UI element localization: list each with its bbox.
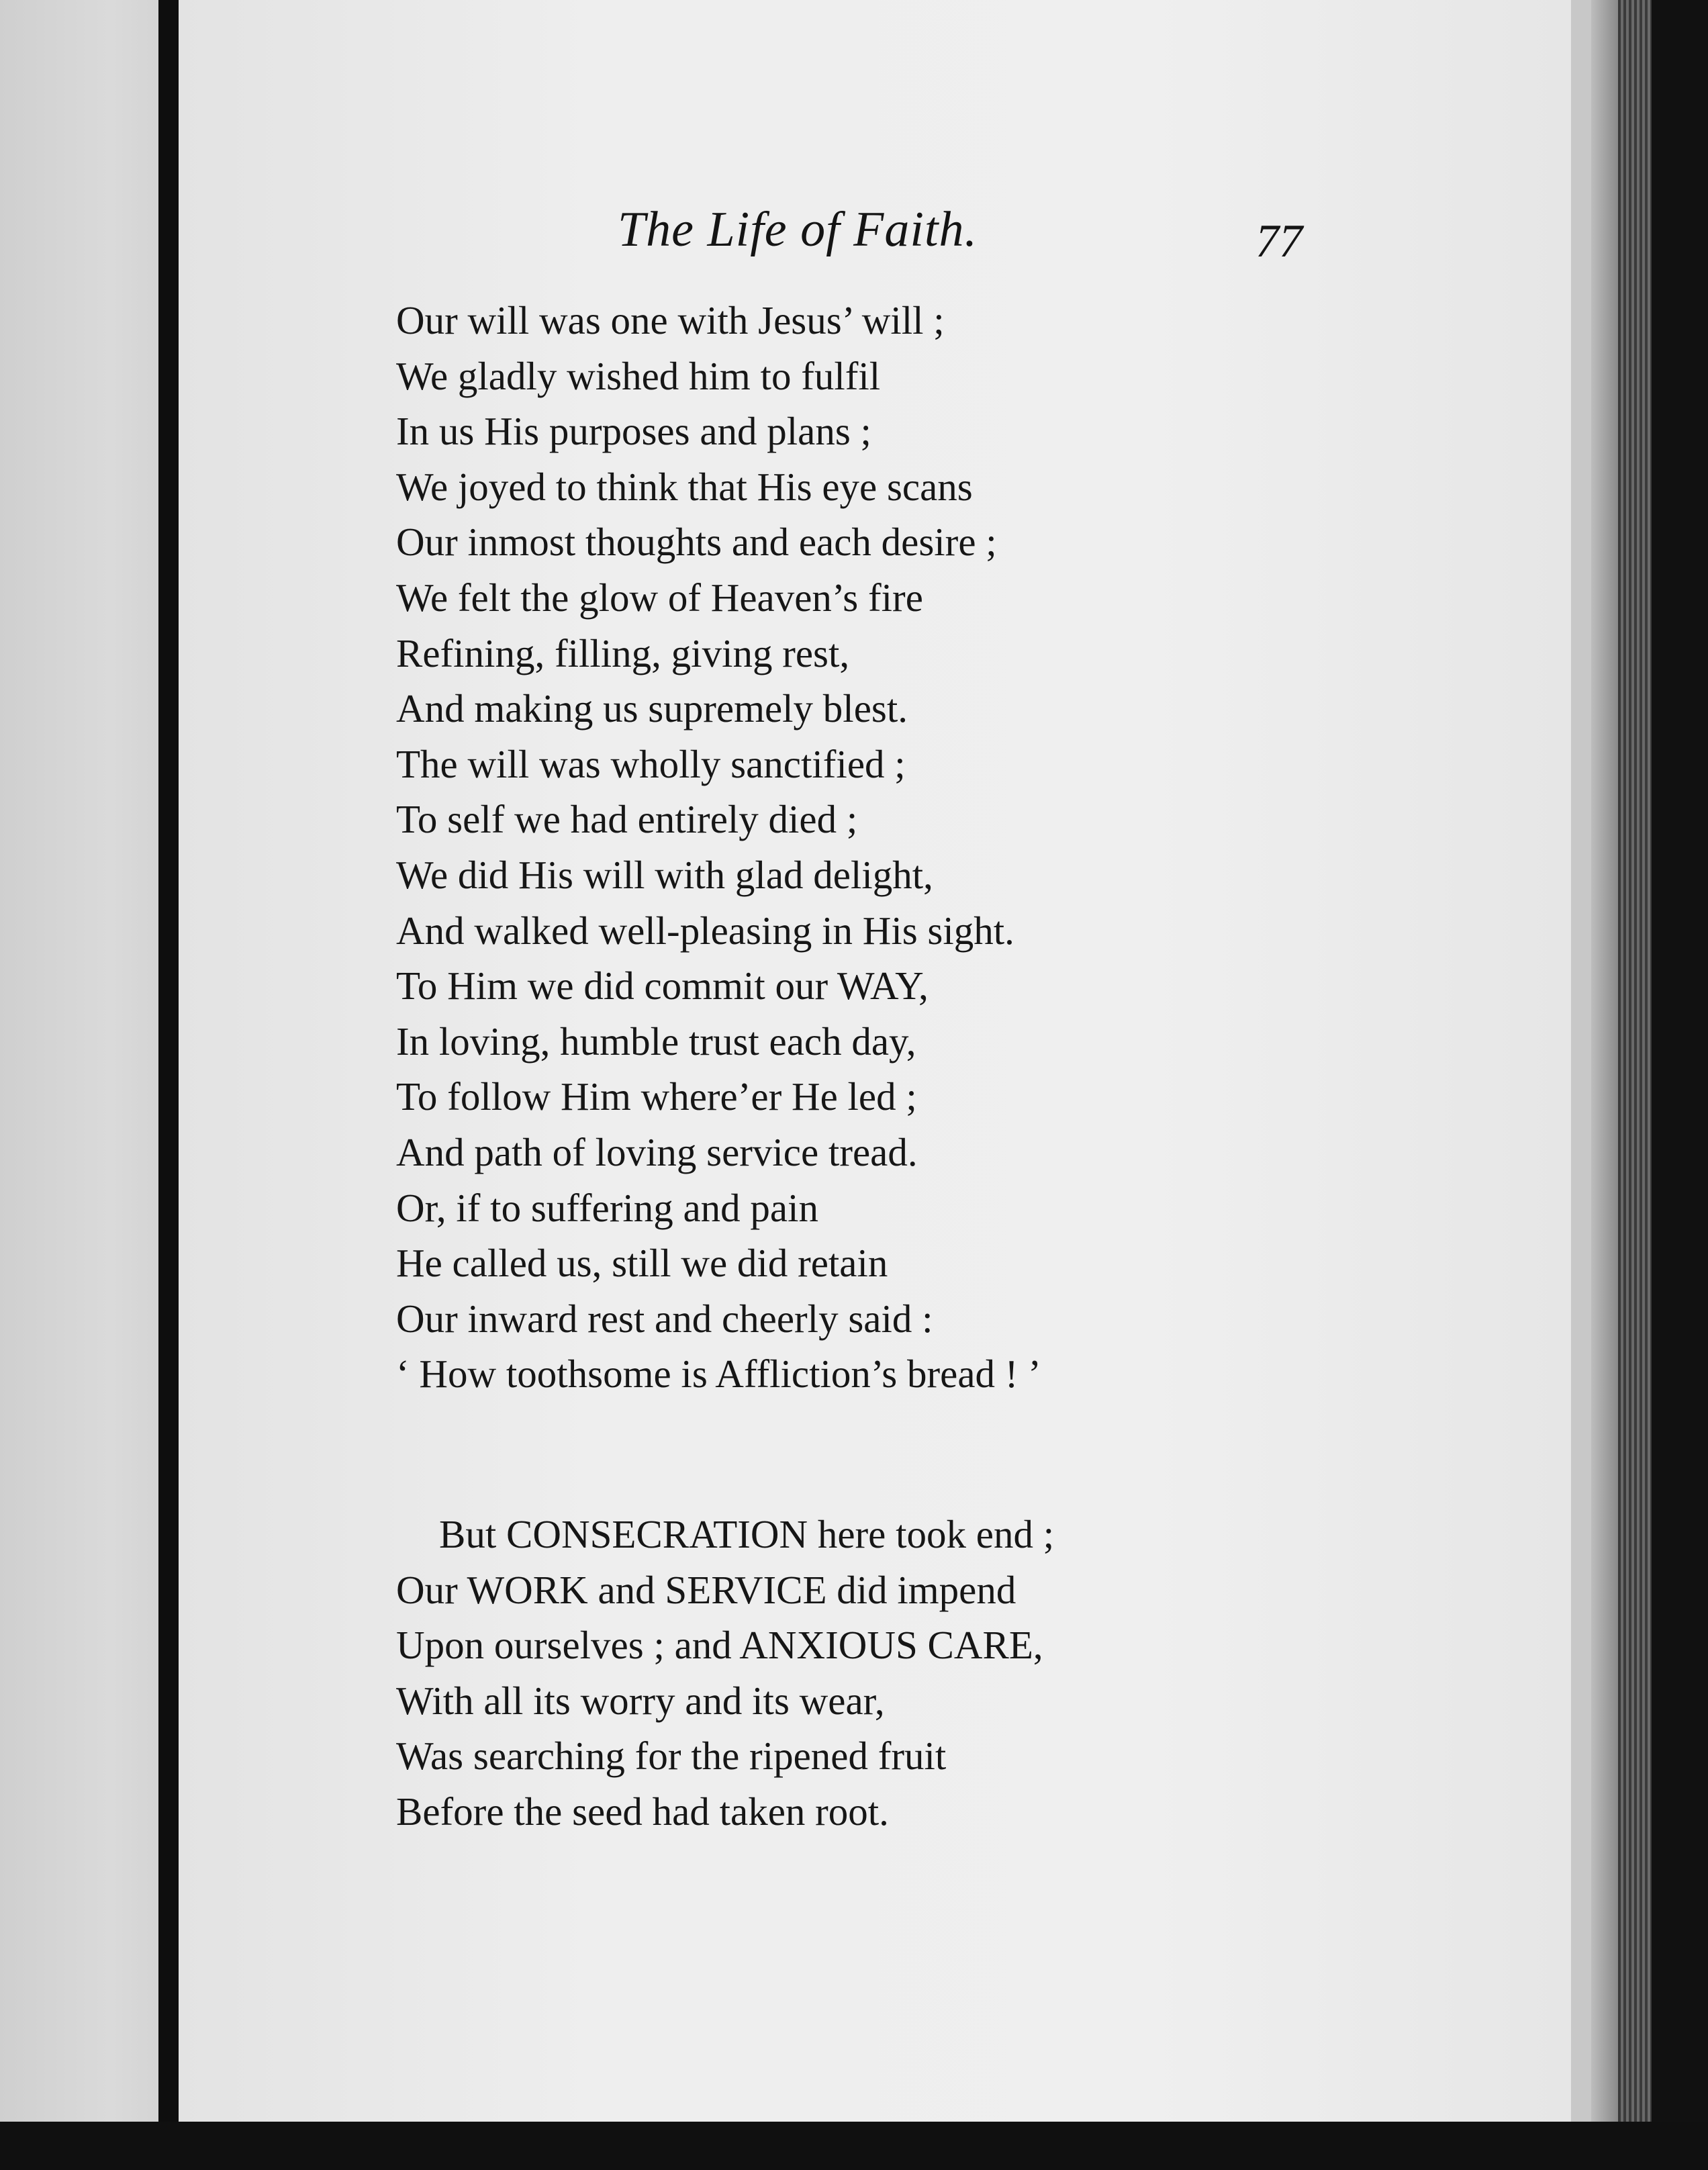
running-title: The Life of Faith.	[618, 202, 978, 257]
verse-line: Or, if to suffering and pain	[396, 1185, 819, 1230]
book-block-edges	[1618, 0, 1652, 2170]
book-spine-shadow	[158, 0, 179, 2170]
page-number: 77	[1255, 216, 1302, 267]
verse-line: But CONSECRATION here took end ;	[439, 1512, 1055, 1556]
page-edge-shadow	[1591, 0, 1618, 2149]
verse-line: Our inmost thoughts and each desire ;	[396, 520, 997, 565]
verse-line: To self we had entirely died ;	[396, 797, 858, 842]
stanza-2	[396, 1507, 1054, 1840]
verse-line: In us His purposes and plans ;	[396, 409, 871, 454]
verse-line: And path of loving service tread.	[396, 1129, 918, 1174]
verse-line: Before the seed had taken root.	[396, 1789, 889, 1834]
verse-line: And making us supremely blest.	[396, 686, 908, 731]
verse-line: Our will was one with Jesus’ will ;	[396, 298, 945, 342]
left-page-margin	[0, 0, 158, 2170]
verse-line: The will was wholly sanctified ;	[396, 741, 906, 786]
verse-line: Our inward rest and cheerly said :	[396, 1296, 933, 1341]
verse-line: We did His will with glad delight,	[396, 852, 933, 897]
verse-line: With all its worry and its wear,	[396, 1678, 885, 1723]
page-edge	[1571, 0, 1591, 2135]
verse-line: Was searching for the ripened fruit	[396, 1734, 947, 1779]
verse-line: In loving, humble trust each day,	[396, 1019, 916, 1064]
verse-line: Our WORK and SERVICE did impend	[396, 1567, 1016, 1612]
verse-line: We felt the glow of Heaven’s fire	[396, 575, 923, 620]
verse-line: ‘ How toothsome is Affliction’s bread ! ’	[396, 1352, 1041, 1397]
verse-line: Upon ourselves ; and ANXIOUS CARE,	[396, 1623, 1043, 1668]
verse-line: We gladly wished him to fulfil	[396, 353, 881, 398]
verse-line: To follow Him where’er He led ;	[396, 1074, 917, 1119]
verse-line: We joyed to think that His eye scans	[396, 464, 973, 509]
scan-border-bottom	[0, 2122, 1708, 2170]
verse-line: Refining, filling, giving rest,	[396, 630, 850, 675]
verse-line: He called us, still we did retain	[396, 1241, 888, 1286]
verse-line: And walked well-pleasing in His sight.	[396, 908, 1014, 953]
stanza-1	[396, 293, 1041, 1402]
scan-border-right	[1652, 0, 1708, 2170]
verse-line: To Him we did commit our WAY,	[396, 963, 929, 1008]
